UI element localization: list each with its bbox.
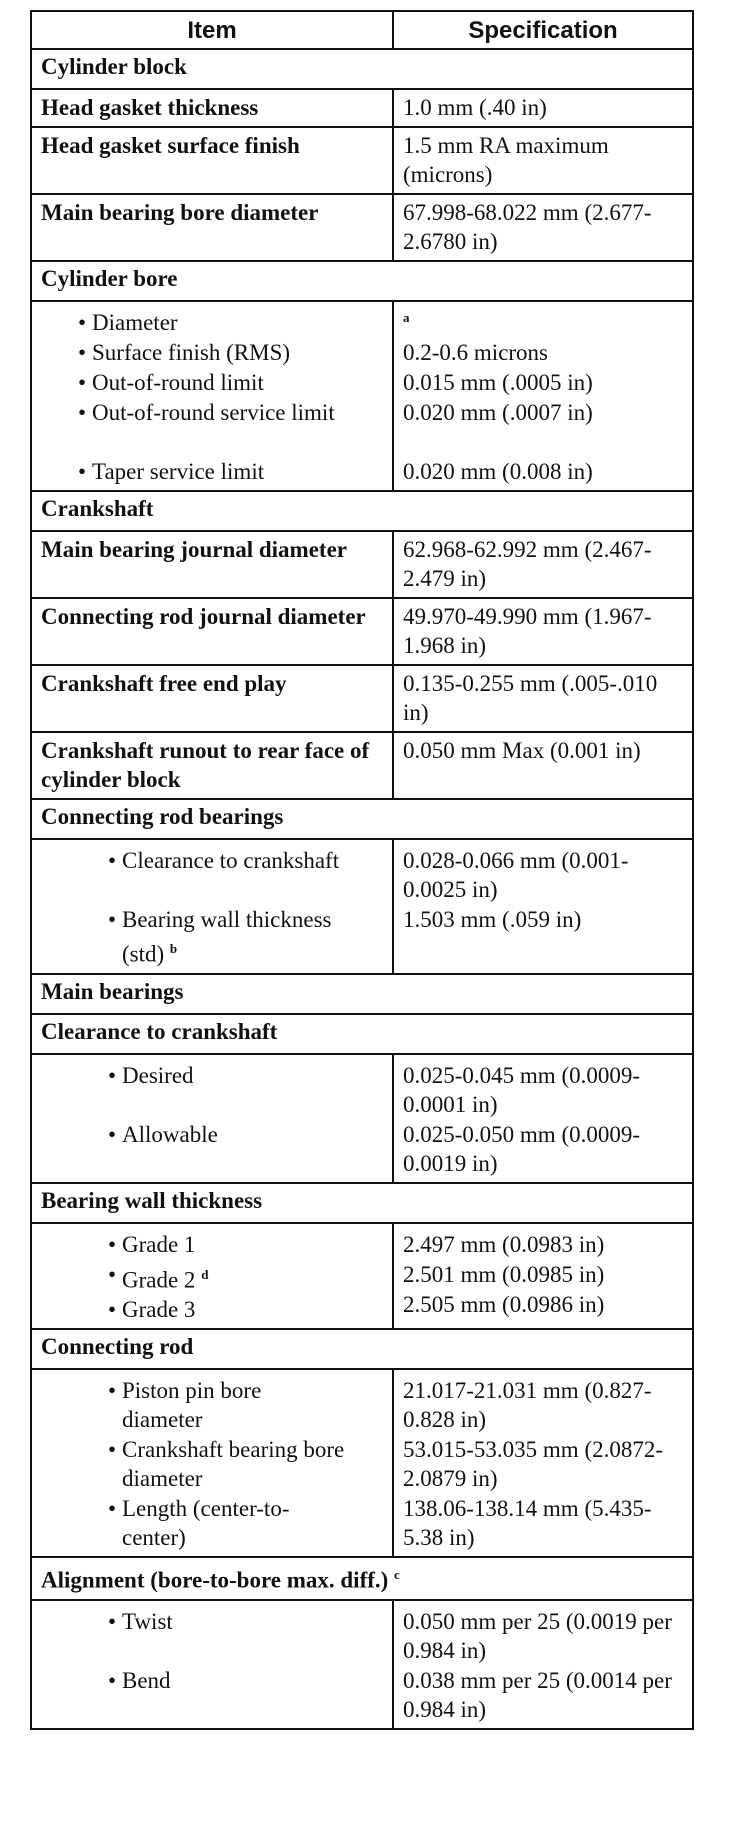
bullet-icon: • [108, 1608, 117, 1634]
bullet-icon: • [108, 1437, 117, 1463]
list-item [78, 398, 392, 456]
row-label: Crankshaft runout to rear face of cylinder block [31, 732, 393, 799]
table-row [31, 89, 693, 127]
sub-item-value: 21.017-21.031 mm (0.827-0.828 in) [403, 1378, 652, 1433]
list-item [108, 1666, 392, 1695]
sub-item-value: 0.028-0.066 mm (0.001-0.0025 in) [403, 848, 629, 902]
section-connecting-rod-bearings: Connecting rod bearings [31, 799, 693, 839]
sub-item-value: 2.501 mm (0.0985 in) [403, 1261, 605, 1287]
section-clearance: Clearance to crankshaft [31, 1014, 693, 1054]
bullet-icon: • [108, 1667, 117, 1693]
bullet-icon: • [108, 1062, 117, 1088]
list-item [108, 1494, 392, 1552]
section-bearing-wall-thickness: Bearing wall thickness [31, 1183, 693, 1223]
row-value: 67.998-68.022 mm (2.677-2.6780 in) [393, 194, 693, 261]
list-item [108, 1607, 392, 1665]
list-item [108, 1230, 392, 1259]
sub-item-value: 0.020 mm (.0007 in) [403, 400, 593, 425]
list-item [108, 905, 392, 969]
row-label: Main bearing journal diameter [31, 531, 393, 598]
sub-item-value: 0.025-0.050 mm (0.0009-0.0019 in) [403, 1121, 641, 1176]
row-value: 62.968-62.992 mm (2.467-2.479 in) [393, 531, 693, 598]
sub-item-label: Bend [122, 1667, 171, 1693]
section-row [31, 1014, 693, 1054]
bullet-icon: • [78, 400, 87, 425]
footnote-marker: d [201, 1266, 209, 1282]
row-value: 49.970-49.990 mm (1.967-1.968 in) [393, 598, 693, 665]
list-item [108, 1376, 392, 1434]
section-row [31, 974, 693, 1014]
section-row [31, 491, 693, 531]
section-main-bearings: Main bearings [31, 974, 693, 1014]
sub-item-label: Length (center-to-center) [122, 1496, 290, 1551]
sub-item-label: Grade 3 [122, 1297, 196, 1323]
section-row [31, 799, 693, 839]
sub-item-labels [31, 1600, 393, 1729]
table-row [31, 194, 693, 261]
sub-item-labels [31, 1369, 393, 1557]
section-row [31, 1183, 693, 1223]
sub-item-label: Diameter [92, 310, 178, 335]
section-alignment-label: Alignment (bore-to-bore max. diff.) [41, 1567, 389, 1593]
sub-item-value: 0.020 mm (0.008 in) [403, 459, 593, 484]
row-value: 1.5 mm RA maximum (microns) [393, 127, 693, 194]
table-row [31, 127, 693, 194]
item-column-header: Item [31, 11, 393, 49]
sub-item-label: Allowable [122, 1121, 218, 1147]
list-item [78, 457, 392, 486]
row-value: 1.0 mm (.40 in) [393, 89, 693, 127]
row-label: Head gasket thickness [31, 89, 393, 127]
sub-item-label: Desired [122, 1062, 194, 1088]
section-row [31, 1557, 693, 1600]
sub-item-label: Bearing wall thickness (std) [122, 907, 332, 967]
list-item [108, 1295, 392, 1324]
sub-item-label: Twist [122, 1608, 173, 1634]
sub-item-labels [31, 1054, 393, 1183]
sub-group-row [31, 1369, 693, 1557]
sub-item-label: Surface finish (RMS) [92, 340, 291, 365]
sub-item-values [393, 1600, 693, 1729]
list-item [108, 846, 392, 904]
bullet-icon: • [108, 907, 117, 932]
sub-item-values [393, 1054, 693, 1183]
list-item [78, 308, 392, 337]
sub-item-labels [31, 301, 393, 491]
specification-column-header: Specification [393, 11, 693, 49]
list-item [108, 1061, 392, 1119]
section-cylinder-bore: Cylinder bore [31, 261, 693, 301]
footnote-marker: a [403, 310, 410, 325]
row-label: Crankshaft free end play [31, 665, 393, 732]
bullet-icon: • [78, 459, 87, 484]
sub-item-values [393, 1223, 693, 1330]
sub-item-value: 0.050 mm per 25 (0.0019 per 0.984 in) [403, 1608, 672, 1663]
list-item [108, 1435, 392, 1493]
bullet-icon: • [108, 1261, 117, 1287]
list-item [78, 368, 392, 397]
bullet-icon: • [78, 310, 87, 335]
row-value: 0.135-0.255 mm (.005-.010 in) [393, 665, 693, 732]
footnote-marker: c [394, 1567, 400, 1583]
section-connecting-rod: Connecting rod [31, 1329, 693, 1369]
bullet-icon: • [108, 1121, 117, 1147]
sub-item-values [393, 839, 693, 974]
section-cylinder-block: Cylinder block [31, 49, 693, 89]
sub-item-value: 1.503 mm (.059 in) [403, 907, 582, 932]
bullet-icon: • [78, 340, 87, 365]
bullet-icon: • [108, 1297, 117, 1323]
sub-group-row [31, 839, 693, 974]
list-item [108, 1260, 392, 1295]
table-row [31, 531, 693, 598]
footnote-marker: b [169, 941, 178, 956]
sub-item-labels [31, 1223, 393, 1330]
bullet-icon: • [108, 848, 117, 873]
section-row [31, 261, 693, 301]
table-row [31, 732, 693, 799]
row-label: Connecting rod journal diameter [31, 598, 393, 665]
table-row [31, 665, 693, 732]
sub-item-labels [31, 839, 393, 974]
sub-item-label: Out-of-round limit [92, 370, 264, 395]
sub-item-label: Grade 1 [122, 1231, 196, 1257]
bullet-icon: • [108, 1496, 117, 1522]
list-item [108, 1120, 392, 1149]
sub-item-value: 0.015 mm (.0005 in) [403, 370, 593, 395]
sub-group-row [31, 1054, 693, 1183]
sub-item-value: 2.497 mm (0.0983 in) [403, 1231, 605, 1257]
sub-item-label: Out-of-round service limit [92, 400, 335, 425]
section-row [31, 1329, 693, 1369]
header-row [31, 11, 693, 49]
sub-item-label: Taper service limit [92, 459, 265, 484]
bullet-icon: • [78, 370, 87, 395]
sub-group-row [31, 1600, 693, 1729]
section-crankshaft: Crankshaft [31, 491, 693, 531]
sub-item-values [393, 301, 693, 491]
row-label: Main bearing bore diameter [31, 194, 393, 261]
section-alignment [31, 1557, 693, 1600]
sub-item-value: 0.2-0.6 microns [403, 340, 549, 365]
bullet-icon: • [108, 1231, 117, 1257]
section-row [31, 49, 693, 89]
table-row [31, 598, 693, 665]
specification-table [30, 10, 694, 1730]
sub-item-value: 0.038 mm per 25 (0.0014 per 0.984 in) [403, 1667, 672, 1722]
sub-group-row [31, 301, 693, 491]
bullet-icon: • [108, 1378, 117, 1404]
sub-item-value: 2.505 mm (0.0986 in) [403, 1291, 605, 1317]
sub-item-value: 138.06-138.14 mm (5.435-5.38 in) [403, 1496, 652, 1551]
sub-item-values [393, 1369, 693, 1557]
sub-item-label: Grade 2 [122, 1267, 196, 1293]
sub-item-value: 0.025-0.045 mm (0.0009-0.0001 in) [403, 1062, 641, 1117]
sub-item-label: Piston pin bore diameter [122, 1378, 262, 1433]
row-value: 0.050 mm Max (0.001 in) [393, 732, 693, 799]
sub-item-value: 53.015-53.035 mm (2.0872-2.0879 in) [403, 1437, 664, 1492]
row-label: Head gasket surface finish [31, 127, 393, 194]
sub-item-label: Crankshaft bearing bore diameter [122, 1437, 345, 1492]
sub-item-label: Clearance to crankshaft [122, 848, 340, 873]
list-item [78, 338, 392, 367]
sub-group-row [31, 1223, 693, 1330]
